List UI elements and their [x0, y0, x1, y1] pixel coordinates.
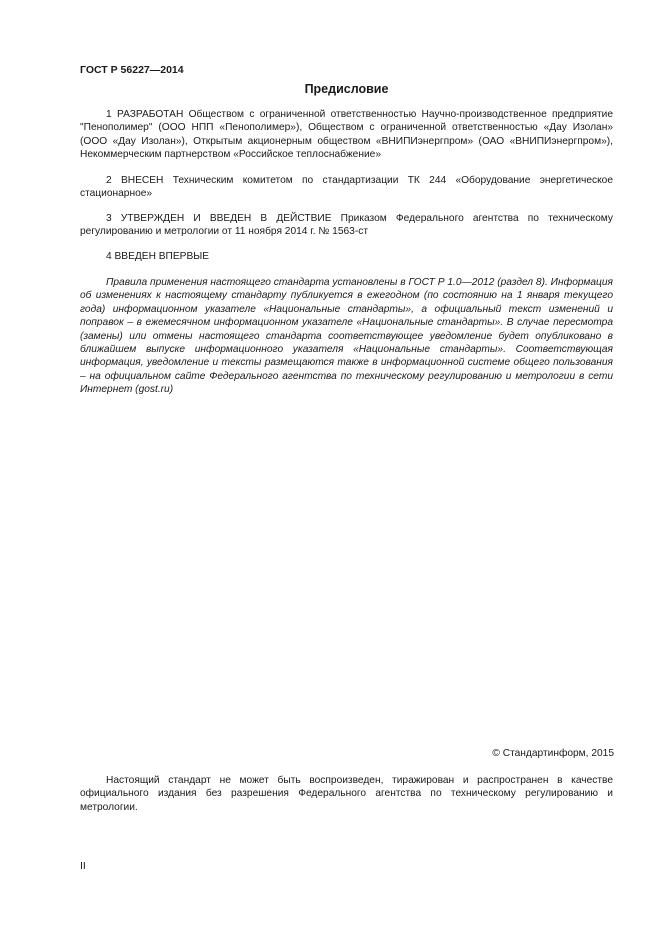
paragraph-first-introduced: 4 ВВЕДЕН ВПЕРВЫЕ: [106, 251, 210, 262]
paragraph-introduced-by: 2 ВНЕСЕН Техническим комитетом по стандартизации ТК 244 «Оборудование энергетическое стационарное»: [80, 175, 613, 200]
paragraph-application-rules: Правила применения настоящего стандарта установлены в ГОСТ Р 1.0—2012 (раздел 8). Информация об изменениях к настоящему стандарту публикуется в ежегодном (по состоянию на 1 января текущего года) информационном указателе «Национальные стандарты», а официальный текст изменений и поправок – в ежемесячном информационном указателе «Национальные стандарты». В случае пересмотра (замены) или отмены настоящего стандарта соответствующее уведомление будет опубликовано в ближайшем выпуске информационного указателя «Национальные стандарты». Соответствующая информация, уведомление и тексты размещаются также в информационной системе общего пользования – на официальном сайте Федерального агентства по техническому регулированию и метрологии в сети Интернет (gost.ru): [80, 277, 613, 396]
copyright-line: © Стандартинформ, 2015: [492, 748, 614, 759]
paragraph-approved: 3 УТВЕРЖДЕН И ВВЕДЕН В ДЕЙСТВИЕ Приказом Федерального агентства по техническому регулированию и метрологии от 11 ноября 2014 г. № 1563-ст: [80, 213, 613, 238]
reproduction-notice: Настоящий стандарт не может быть воспроизведен, тиражирован и распространен в качестве официального издания без разрешения Федерального агентства по техническому регулированию и метрологии.: [80, 775, 613, 813]
page-number: II: [80, 860, 86, 872]
document-code: ГОСТ Р 56227—2014: [80, 64, 184, 76]
paragraph-developed-by: 1 РАЗРАБОТАН Обществом с ограниченной ответственностью Научно-производственное предприятие "Пенополимер" (ООО НПП «Пенополимер»), Обществом с ограниченной ответственностью «Дау Изолан» (ООО «Дау Изолан»), Открытым акционерным обществом «ВНИПИэнергпром» (ОАО «ВНИПИэнергпром»), Некоммерческим партнерством «Российское теплоснабжение»: [80, 109, 613, 161]
page-title: Предисловие: [304, 82, 389, 96]
